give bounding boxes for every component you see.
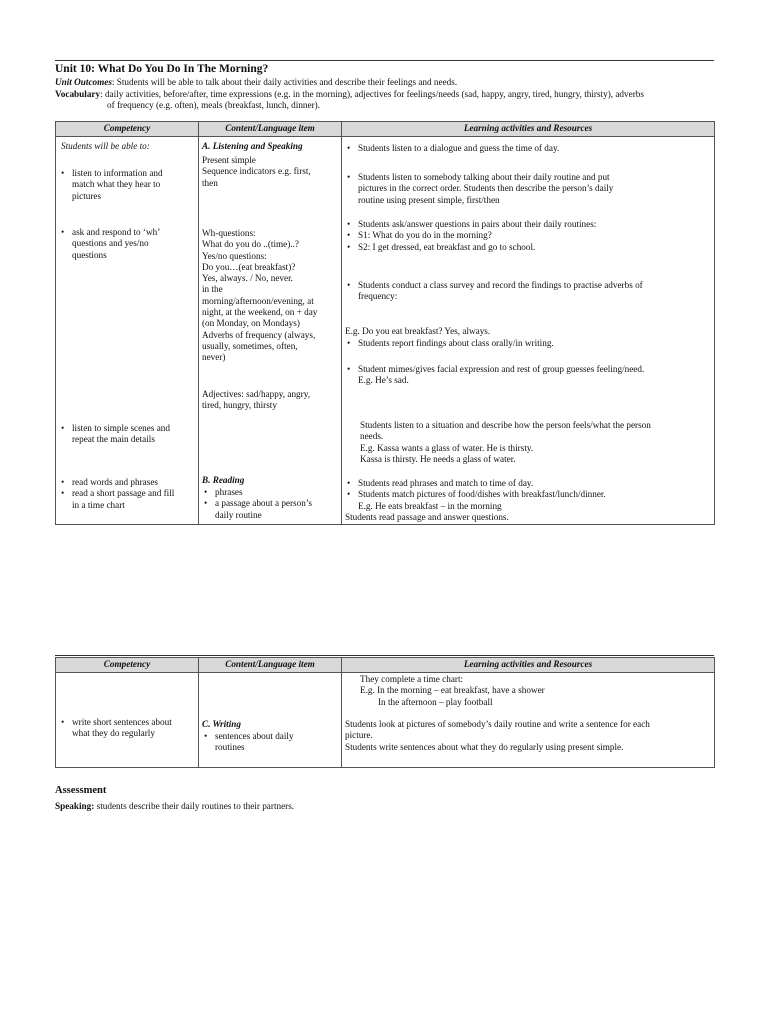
unit-outcomes [55,77,457,88]
content-column [199,137,341,524]
vocab-label: Vocabulary [55,89,101,99]
header-activities: Learning activities and Resources [342,122,715,137]
top-rule [55,60,714,61]
lesson-table-1 [55,121,715,525]
activity-item: • Student mimes/gives facial expression and rest of group guesses feeling/need. E.g. He’s sad. [342,364,702,387]
content-present-simple: Present simple Sequence indicators e.g. first, then [202,155,311,188]
content-item: • phrases [199,487,337,498]
outcomes-text: : Students will be able to talk about their daily activities and describe their feelings and needs. [111,77,458,87]
vocabulary [55,89,644,100]
header-content: Content/Language item [199,122,342,137]
activity-item: • Students ask/answer questions in pairs about their daily routines: [342,219,702,230]
header-competency: Competency [56,122,199,137]
competency-column [56,673,198,767]
competency-item: • listen to information and match what they hear to pictures [56,168,186,202]
header-competency: Competency [56,658,199,673]
section-b-heading: B. Reading [202,475,245,485]
content-column [199,673,341,767]
activity-situation: Students listen to a situation and describe how the person feels/what the person needs. E.g. Kassa wants a glass of water. He is thirsty. Kassa is thirsty. He needs a glass of water. [360,420,651,464]
header-content: Content/Language item [199,658,342,673]
unit-title: Unit 10: What Do You Do In The Morning? [55,63,269,75]
activity-item: • Students match pictures of food/dishes with breakfast/lunch/dinner. E.g. He eats breakfast – in the morning [342,489,702,512]
activity-writing: Students look at pictures of somebody’s daily routine and write a sentence for each picture. Students write sentences about what they do regularly using present simple. [345,719,650,752]
competency-intro: Students will be able to: [61,141,150,151]
competency-list [56,168,186,202]
activities-column [342,673,714,767]
competency-item: • ask and respond to ‘wh’ questions and yes/no questions [56,227,186,261]
table-2-top-rule [55,655,714,656]
activity-item: • Students read phrases and match to time of day. [342,478,702,489]
content-adjectives: Adjectives: sad/happy, angry, tired, hungry, thirsty [202,389,311,411]
activity-item: • Students conduct a class survey and record the findings to practise adverbs of frequency: [342,280,702,303]
competency-item: • read words and phrases [56,477,186,488]
header-activities: Learning activities and Resources [342,658,715,673]
reading-list [199,487,337,521]
assessment-heading: Assessment [55,785,107,796]
outcomes-label: Unit Outcomes [55,77,112,87]
content-questions: Wh-questions: What do you do ..(time)..? Yes/no questions: Do you…(eat breakfast)? Yes, always. / No, never. in the morning/afternoon/evening, at night, at the weekend, on + day (on Monday, on Mondays) Adverbs of frequency (always, usually, sometimes, often, never) [202,228,318,363]
activity-example: E.g. Do you eat breakfast? Yes, always. [345,326,491,336]
assessment-label: Speaking: [55,801,95,811]
lesson-table-2 [55,657,715,768]
competency-item: • read a short passage and fill in a time chart [56,488,186,511]
activity-item: • Students listen to somebody talking about their daily routine and put pictures in the correct order. Students then describe the person’s daily routine using present simple, first/then [342,172,704,206]
assessment-text: Speaking: students describe their daily routines to their partners. [55,801,295,811]
competency-item: • write short sentences about what they do regularly [56,717,188,740]
vocab-text: : daily activities, before/after, time expressions (e.g. in the morning), adjectives for feelings/needs (sad, happy, angry, tired, hungry, thirsty), adverbs [100,89,644,99]
section-a-heading: A. Listening and Speaking [202,141,303,151]
activity-item: • S2: I get dressed, eat breakfast and go to school. [342,242,702,253]
competency-column [56,137,198,524]
vocab-text-continued: of frequency (e.g. often), meals (breakfast, lunch, dinner). [107,100,321,110]
activity-item: • S1: What do you do in the morning? [342,230,702,241]
activities-column [342,137,714,524]
content-item: • a passage about a person’s daily routine [199,498,337,521]
competency-item: • listen to simple scenes and repeat the main details [56,423,186,446]
content-item: • sentences about daily routines [199,731,334,754]
activity-reading: Students read passage and answer questions. [345,512,509,522]
activity-item: • Students listen to a dialogue and guess the time of day. [342,143,702,154]
section-c-heading: C. Writing [202,719,241,729]
activity-time-chart: They complete a time chart: E.g. In the morning – eat breakfast, have a shower In the afternoon – play football [360,674,545,707]
activity-item: • Students report findings about class orally/in writing. [342,338,702,349]
